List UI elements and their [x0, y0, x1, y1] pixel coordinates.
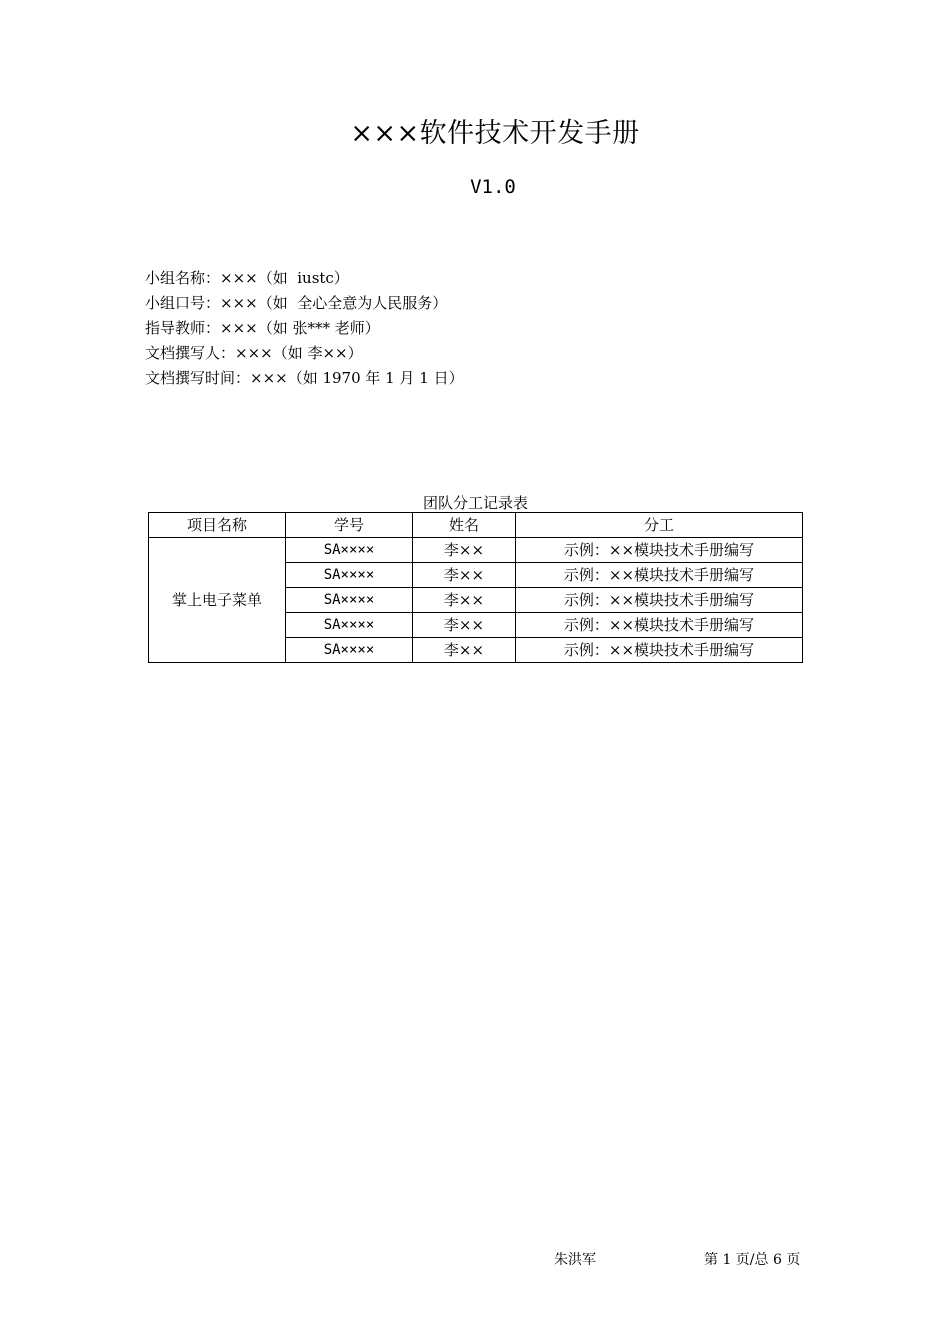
student-name-cell: 李××	[413, 638, 516, 663]
date-line: 文档撰写时间：×××（如 1970 年 1 月 1 日）	[145, 369, 464, 387]
student-id-cell: SA××××	[286, 538, 413, 563]
author-line: 文档撰写人：×××（如 李××）	[145, 344, 363, 362]
advisor-line: 指导教师：×××（如 张*** 老师）	[145, 319, 380, 337]
task-cell: 示例：××模块技术手册编写	[516, 538, 803, 563]
student-name-cell: 李××	[413, 563, 516, 588]
task-cell: 示例：××模块技术手册编写	[516, 638, 803, 663]
project-name-cell: 掌上电子菜单	[149, 538, 286, 663]
student-id-cell: SA××××	[286, 588, 413, 613]
table-row	[149, 538, 803, 563]
team-info	[145, 266, 464, 391]
header-project: 项目名称	[149, 513, 286, 538]
header-student-id: 学号	[286, 513, 413, 538]
student-name-cell: 李××	[413, 588, 516, 613]
footer-page-number: 第 1 页/总 6 页	[704, 1252, 801, 1268]
task-cell: 示例：××模块技术手册编写	[516, 588, 803, 613]
table-caption: 团队分工记录表	[422, 494, 528, 512]
document-version: V1.0	[470, 176, 516, 198]
header-task: 分工	[516, 513, 803, 538]
footer-author: 朱洪军	[554, 1252, 596, 1268]
table-header-row	[149, 513, 803, 538]
team-assignment-table	[148, 512, 803, 663]
student-id-cell: SA××××	[286, 563, 413, 588]
team-slogan-line: 小组口号：×××（如 全心全意为人民服务）	[145, 294, 448, 312]
student-id-cell: SA××××	[286, 638, 413, 663]
task-cell: 示例：××模块技术手册编写	[516, 613, 803, 638]
task-cell: 示例：××模块技术手册编写	[516, 563, 803, 588]
student-name-cell: 李××	[413, 613, 516, 638]
student-name-cell: 李××	[413, 538, 516, 563]
header-name: 姓名	[413, 513, 516, 538]
team-name-line: 小组名称：×××（如 iustc）	[145, 269, 349, 287]
student-id-cell: SA××××	[286, 613, 413, 638]
document-title: ×××软件技术开发手册	[350, 118, 640, 149]
